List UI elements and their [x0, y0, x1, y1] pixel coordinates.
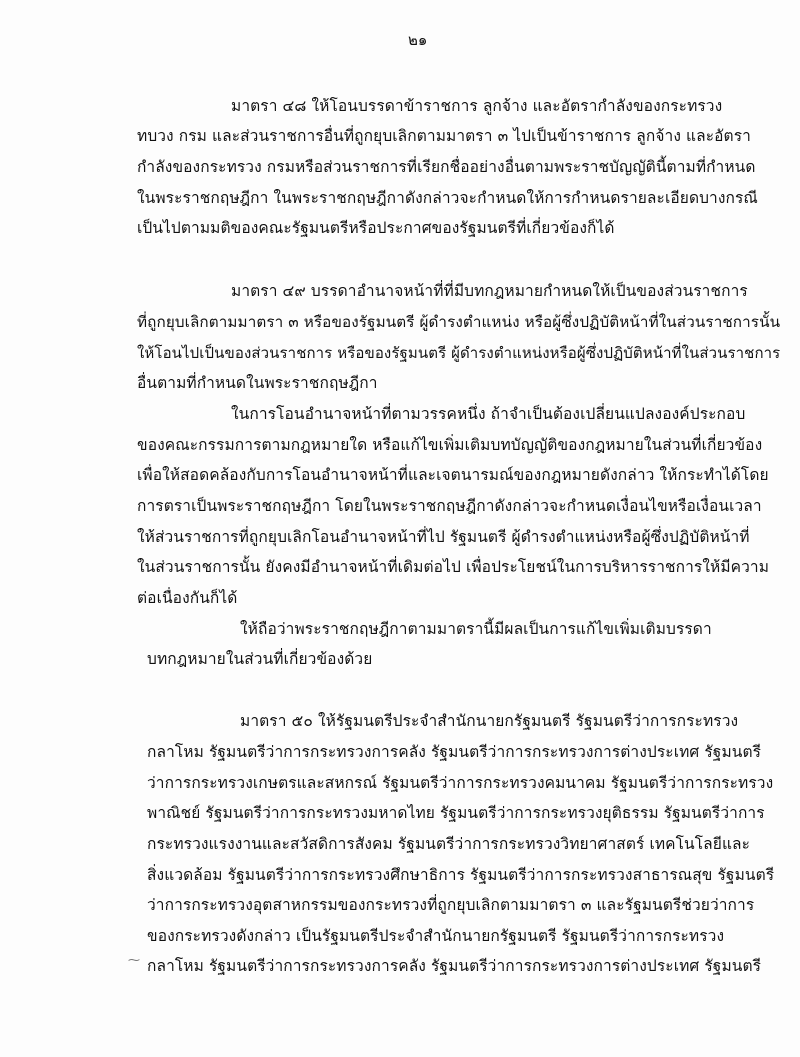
section-50-line-7: ว่าการกระทรวงอุตสาหกรรมของกระทรวงที่ถูกยุบเลิกตามมาตรา ๓ และรัฐมนตรีช่วยว่าการ [147, 896, 755, 914]
section-49-para2-line-3: เพื่อให้สอดคล้องกับการโอนอำนาจหน้าที่และเจตนารมณ์ของกฎหมายดังกล่าว ให้กระทำได้โดย [137, 466, 769, 484]
section-49-para2-line-6: ในส่วนราชการนั้น ยังคงมีอำนาจหน้าที่เดิมต่อไป เพื่อประโยชน์ในการบริหารราชการให้มีความ [137, 558, 770, 576]
section-49-para2-line-7: ต่อเนื่องกันก็ได้ [137, 589, 238, 607]
section-49-para2-line-4: การตราเป็นพระราชกฤษฎีกา โดยในพระราชกฤษฎีกาดังกล่าวจะกำหนดเงื่อนไขหรือเงื่อนเวลา [137, 497, 762, 515]
section-50-line-5: กระทรวงแรงงานและสวัสดิการสังคม รัฐมนตรีว่าการกระทรวงวิทยาศาสตร์ เทคโนโลยีและ [147, 835, 751, 853]
section-48-line-2: ทบวง กรม และส่วนราชการอื่นที่ถูกยุบเลิกตามมาตรา ๓ ไปเป็นข้าราชการ ลูกจ้าง และอัตรา [137, 127, 751, 145]
section-49-para2-line-2: ของคณะกรรมการตามกฎหมายใด หรือแก้ไขเพิ่มเติมบทบัญญัติของกฎหมายในส่วนที่เกี่ยวข้อง [137, 436, 763, 454]
section-49-para3-line-2: บทกฎหมายในส่วนที่เกี่ยวข้องด้วย [147, 650, 373, 668]
section-49-para3-line-1: ให้ถือว่าพระราชกฤษฎีกาตามมาตรานี้มีผลเป็นการแก้ไขเพิ่มเติมบรรดา [240, 620, 712, 638]
section-48-line-4: ในพระราชกฤษฎีกา ในพระราชกฤษฎีกาดังกล่าวจะกำหนดให้การกำหนดรายละเอียดบางกรณี [137, 189, 758, 207]
section-50-line-6: สิ่งแวดล้อม รัฐมนตรีว่าการกระทรวงศึกษาธิการ รัฐมนตรีว่าการกระทรวงสาธารณสุข รัฐมนตรี [147, 866, 775, 884]
section-48-line-1: มาตรา ๔๘ ให้โอนบรรดาข้าราชการ ลูกจ้าง และอัตรากำลังของกระทรวง [231, 97, 723, 115]
section-49-line-2: ที่ถูกยุบเลิกตามมาตรา ๓ หรือของรัฐมนตรี ผู้ดำรงตำแหน่ง หรือผู้ซึ่งปฏิบัติหน้าที่ในส่วนราชการนั้น [137, 313, 781, 331]
section-49-line-3: ให้โอนไปเป็นของส่วนราชการ หรือของรัฐมนตรี ผู้ดำรงตำแหน่งหรือผู้ซึ่งปฏิบัติหน้าที่ในส่วนราชการ [137, 344, 781, 362]
section-49-para2-line-1: ในการโอนอำนาจหน้าที่ตามวรรคหนึ่ง ถ้าจำเป็นต้องเปลี่ยนแปลงองค์ประกอบ [231, 405, 746, 423]
section-50-line-3: ว่าการกระทรวงเกษตรและสหกรณ์ รัฐมนตรีว่าการกระทรวงคมนาคม รัฐมนตรีว่าการกระทรวง [147, 774, 774, 792]
section-50-line-4: พาณิชย์ รัฐมนตรีว่าการกระทรวงมหาดไทย รัฐมนตรีว่าการกระทรวงยุติธรรม รัฐมนตรีว่าการ [147, 804, 765, 822]
page-number: ๒๑ [408, 31, 428, 49]
section-50-line-8: ของกระทรวงดังกล่าว เป็นรัฐมนตรีประจำสำนักนายกรัฐมนตรี รัฐมนตรีว่าการกระทรวง [147, 927, 725, 945]
section-49-line-1: มาตรา ๔๙ บรรดาอำนาจหน้าที่ที่มีบทกฎหมายกำหนดให้เป็นของส่วนราชการ [231, 282, 748, 300]
section-50-line-2: กลาโหม รัฐมนตรีว่าการกระทรวงการคลัง รัฐมนตรีว่าการกระทรวงการต่างประเทศ รัฐมนตรี [147, 743, 762, 761]
section-48-line-3: กำลังของกระทรวง กรมหรือส่วนราชการที่เรียกชื่ออย่างอื่นตามพระราชบัญญัตินี้ตามที่กำหนด [137, 158, 756, 176]
section-50-line-9: กลาโหม รัฐมนตรีว่าการกระทรวงการคลัง รัฐมนตรีว่าการกระทรวงการต่างประเทศ รัฐมนตรี [147, 957, 762, 975]
section-49-line-4: อื่นตามที่กำหนดในพระราชกฤษฎีกา [137, 374, 378, 392]
section-50-line-1: มาตรา ๕๐ ให้รัฐมนตรีประจำสำนักนายกรัฐมนตรี รัฐมนตรีว่าการกระทรวง [240, 712, 739, 730]
section-49-para2-line-5: ให้ส่วนราชการที่ถูกยุบเลิกโอนอำนาจหน้าที่ไป รัฐมนตรี ผู้ดำรงตำแหน่งหรือผู้ซึ่งปฏิบัติหน้าที่ [137, 528, 750, 546]
section-48-line-5: เป็นไปตามมติของคณะรัฐมนตรีหรือประกาศของรัฐมนตรีที่เกี่ยวข้องก็ได้ [137, 219, 615, 237]
scan-artifact-mark: ⁓ [128, 953, 140, 967]
